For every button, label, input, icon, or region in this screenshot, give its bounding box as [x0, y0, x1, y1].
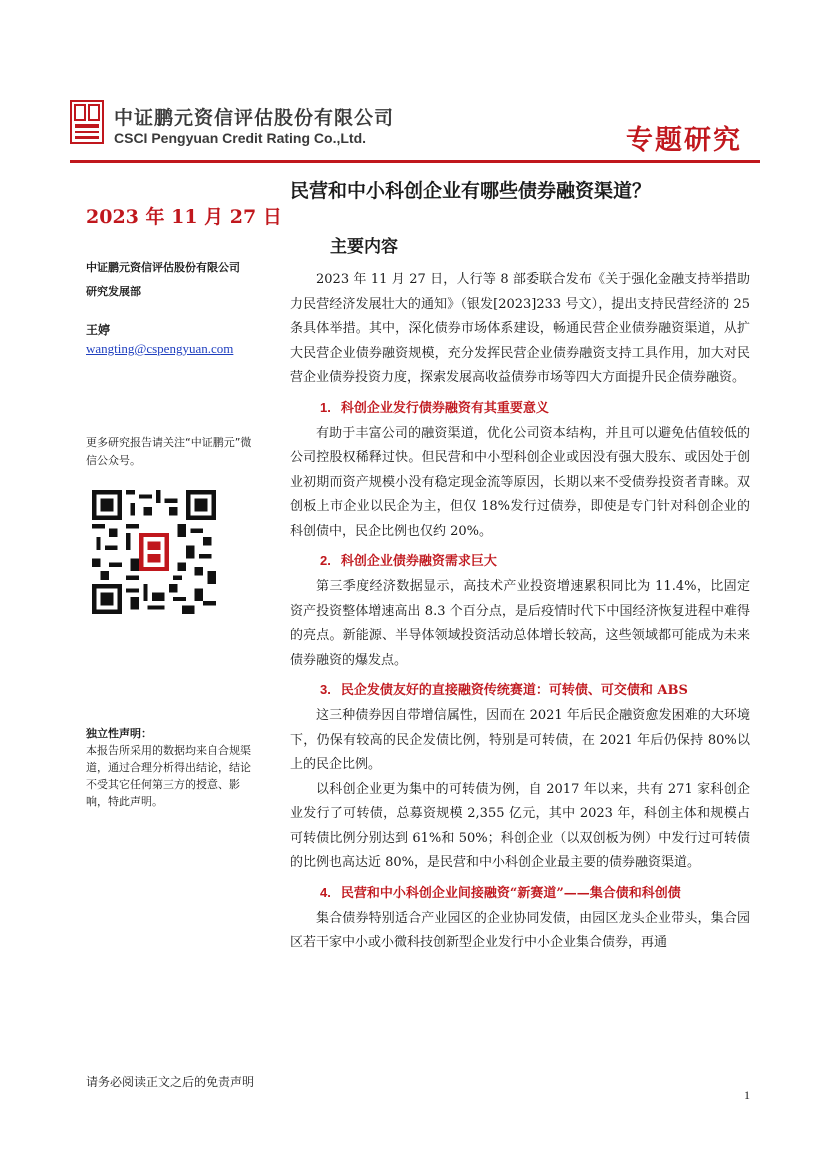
section-1-paragraph: 有助于丰富公司的融资渠道，优化公司资本结构，并且可以避免估值较低的公司控股权稀释过快。但民营和中小型科创企业或因没有强大股东、或因处于创业初期而资产规模小没有稳定现金流等原因，长期以来不受债券投资者青睐。双创板上市企业以民企为主，但仅 18%发行过债券，即使是专门针对科创企业的科创债中，民企比例也仅约 20%。 [290, 425, 750, 539]
footer-disclaimer: 请务必阅读正文之后的免责声明 [86, 1075, 255, 1089]
report-title: 民营和中小科创企业有哪些债券融资渠道？ [290, 180, 652, 202]
page-number: 1 [744, 1088, 750, 1102]
report-type-label: 专题研究 [626, 125, 742, 156]
qr-code-icon[interactable] [92, 490, 216, 614]
report-date: 2023 年 11 月 27 日 [86, 206, 282, 228]
section-heading-2: 2. 科创企业债券融资需求巨大 [320, 553, 497, 569]
section-heading-1: 1. 科创企业发行债券融资有其重要意义 [320, 399, 549, 416]
section-2-paragraph: 第三季度经济数据显示，高技术产业投资增速累积同比为 11.4%，比固定资产投资整体增速高出 8.3 个百分点，是后疫情时代下中国经济恢复进程中难得的亮点。新能源、半导体领域投资活动总体增长较高，这些领域都可能成为未来债券融资的爆发点。 [290, 579, 750, 668]
section-heading-3: 3. 民企发债友好的直接融资传统赛道：可转债、可交债和 ABS [320, 682, 688, 698]
declaration-text: 本报告所采用的数据均来自合规渠道，通过合理分析得出结论，结论不受其它任何第三方的授意、影响，特此声明。 [86, 744, 251, 808]
declaration-title: 独立性声明： [86, 727, 152, 740]
company-name-cn: 中证鹏元资信评估股份有限公司 [114, 107, 395, 129]
sidebar-follow-note: 更多研究报告请关注“中证鹏元”微信公众号。 [86, 436, 252, 467]
author-email-link[interactable]: wangting@cspengyuan.com [86, 341, 234, 356]
sidebar-author: 王婷 [86, 323, 111, 337]
main-content [290, 268, 750, 956]
header-divider [70, 160, 760, 163]
section-heading-4: 4. 民营和中小科创企业间接融资“新赛道”——集合债和科创债 [320, 884, 681, 901]
sidebar-org: 中证鹏元资信评估股份有限公司 [86, 261, 240, 274]
sidebar-dept: 研究发展部 [86, 285, 141, 298]
section-4-paragraph: 集合债券特别适合产业园区的企业协同发债，由园区龙头企业带头，集合园区若干家中小或小微科技创新型企业发行中小企业集合债券，再通 [290, 910, 750, 950]
section-3-paragraph-2: 以科创企业更为集中的可转债为例，自 2017 年以来，共有 271 家科创企业发行了可转债，总募资规模 2,355 亿元，其中 2023 年，科创主体和规模占可转债比例分别达到 61%和 50%；科创企业（以双创板为例）中发行过可转债的比例也高达近 80%，是民营和中小科创企业最主要的债券融资渠道。 [290, 781, 750, 870]
summary-heading: 主要内容 [330, 237, 398, 257]
section-3-paragraph-1: 这三种债券因自带增信属性，因而在 2021 年后民企融资愈发困难的大环境下，仍保有较高的民企发债比例，特别是可转债，在 2021 年后仍保持 80%以上的民企比例。 [290, 708, 750, 772]
company-logo-icon [70, 100, 104, 144]
company-name-en: CSCI Pengyuan Credit Rating Co.,Ltd. [114, 130, 367, 146]
intro-paragraph: 2023 年 11 月 27 日，人行等 8 部委联合发布《关于强化金融支持举措助力民营经济发展壮大的通知》（银发[2023]233 号文），提出支持民营经济的 25 条具体举措。其中，深化债券市场体系建设，畅通民营企业债券融资渠道，从扩大民营企业债券融资规模，充分发挥民营企业债券融资支持工具作用，加大对民营企业债券投资力度，探索发展高收益债券市场等四大方面提升民企债券融资。 [290, 272, 750, 385]
